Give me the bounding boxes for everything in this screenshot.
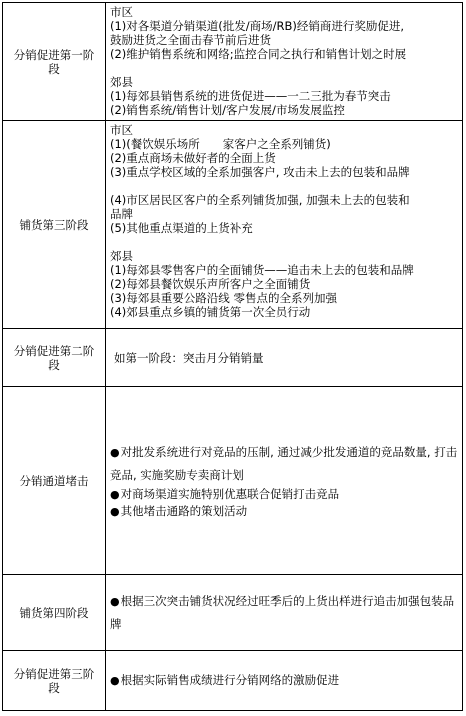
text-line: 市区: [110, 5, 133, 19]
table-row: [3, 575, 463, 651]
table-row: [3, 387, 463, 575]
text-line: (4)郊县重点乡镇的铺货第一次全员行动: [110, 305, 311, 319]
text-line: (1)(餐饮娱乐场所 家客户之全系列铺货): [110, 137, 331, 151]
text-line: 如第一阶段：突击月分销销量: [114, 350, 264, 365]
text-line: (1)对各渠道分销渠道(批发/商场/RB)经销商进行奖励促进,: [110, 19, 405, 33]
text-line: (3)每郊县重要公路沿线 零售点的全系列加强: [110, 291, 337, 305]
text-line: 市区: [110, 123, 133, 137]
content-cell: [106, 121, 463, 329]
stage-cell: [3, 651, 106, 711]
bullet-item: ● 根据三次突击铺货状况经过旺季后的上货出样进行追击加强包装品牌: [110, 590, 458, 635]
text-line: 郊县: [110, 75, 133, 89]
text-line: (2)销售系统/销售计划/客户发展/市场发展监控: [110, 103, 345, 117]
text-line: (2)维护销售系统和网络;监控合同之执行和销售计划之时展: [110, 47, 407, 61]
content-cell: [106, 329, 463, 387]
text-line: (2)每郊县餐饮娱乐声所客户之全面铺货: [110, 277, 311, 291]
content-cell: [106, 575, 463, 651]
stage-cell: [3, 329, 106, 387]
stage-cell: [3, 3, 106, 121]
bullet-item: ● 对批发系统进行对竞品的压制, 通过减少批发通道的竞品数量, 打击竞品, 实施奖励专卖商计划: [110, 441, 458, 486]
table-row: [3, 121, 463, 329]
bullet-item: ● 其他堵击通路的策划活动: [110, 503, 458, 520]
text-line: (4)市区居民区客户的全系列铺货加强, 加强未上去的包装和: [110, 193, 410, 207]
content-cell: [106, 387, 463, 575]
table-row: [3, 3, 463, 121]
text-line: 品牌: [110, 207, 133, 221]
content-cell: [106, 651, 463, 711]
content-cell: [106, 3, 463, 121]
stage-cell: [3, 387, 106, 575]
stage-cell: [3, 121, 106, 329]
table-row: [3, 329, 463, 387]
text-line: (3)重点学校区域的全系加强客户, 攻击未上去的包装和品牌: [110, 165, 410, 179]
bullet-item: ● 对商场渠道实施特别优惠联合促销打击竞品: [110, 486, 458, 503]
text-line: (1)每郊县销售系统的进货促进——一二三批为春节突击: [110, 89, 391, 103]
stage-label: 铺货第四阶段: [19, 605, 89, 620]
stage-label: 分销促进第二阶段: [13, 343, 95, 372]
stage-cell: [3, 575, 106, 651]
stage-label: 分销通道堵击: [19, 473, 89, 488]
table-row: [3, 651, 463, 711]
stage-label: 分销促进第三阶段: [13, 666, 95, 695]
stage-label: 分销促进第一阶段: [13, 47, 95, 76]
text-line: (1)每郊县零售客户的全面铺货——追击未上去的包装和品牌: [110, 263, 414, 277]
text-line: 郊县: [110, 249, 133, 263]
text-line: (5)其他重点渠道的上货补充: [110, 221, 253, 235]
text-line: 鼓励进货之全面击春节前后进货: [110, 33, 271, 47]
bullet-item: ● 根据实际销售成绩进行分销网络的激励促进: [110, 673, 458, 688]
stage-label: 铺货第三阶段: [19, 217, 89, 232]
distribution-plan-table: [2, 2, 463, 711]
text-line: (2)重点商场未做好者的全面上货: [110, 151, 276, 165]
